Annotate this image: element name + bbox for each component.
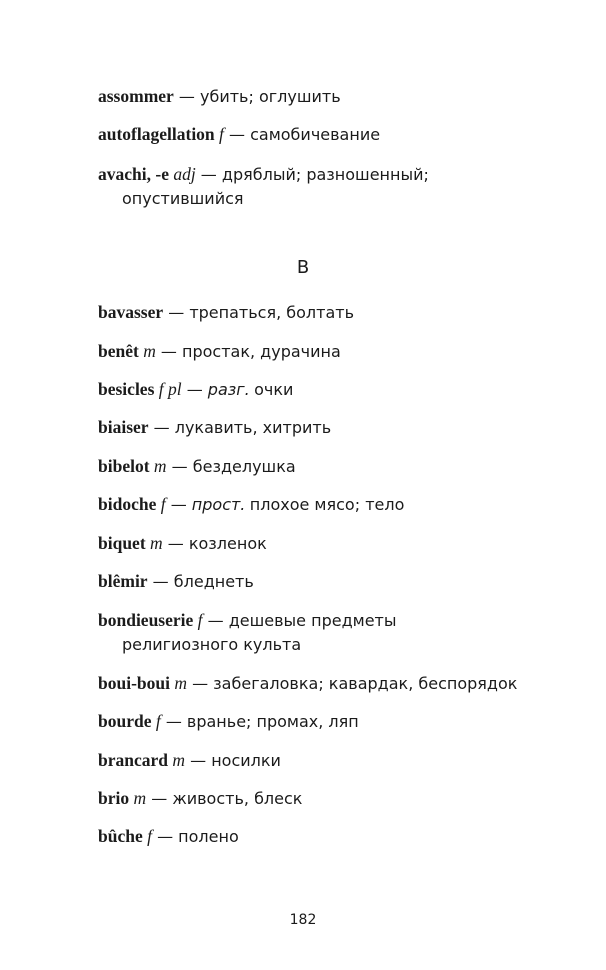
entry-gloss: бледнеть [173, 572, 254, 591]
entry-dash: — [195, 165, 222, 184]
entry-gloss: простак, дурачина [182, 342, 341, 361]
entry-line [98, 610, 397, 630]
entry-gloss: безделушка [192, 457, 296, 476]
dictionary-entry [98, 786, 568, 811]
entry-gloss: убить; оглушить [199, 87, 341, 106]
entry-line [98, 673, 517, 693]
entry-line [98, 341, 341, 361]
entry-dash: — [160, 712, 187, 731]
entry-dash: — [165, 495, 192, 514]
dictionary-entry [98, 454, 568, 479]
entry-dash: — [181, 380, 208, 399]
entry-line [98, 826, 239, 846]
entry-usage-label: разг. [207, 380, 250, 399]
entry-headword: bondieuserie [98, 610, 194, 630]
entry-grammar: f [147, 826, 152, 846]
dictionary-entry [98, 415, 568, 440]
entry-gloss: козленок [188, 534, 267, 553]
dictionary-entry [98, 84, 568, 109]
dictionary-entry [98, 300, 568, 325]
entry-usage-label: прост. [191, 495, 246, 514]
dictionary-entry [98, 569, 568, 594]
entry-dash: — [162, 534, 189, 553]
entry-dash: — [187, 674, 214, 693]
entry-line [98, 302, 354, 322]
entry-line [98, 456, 296, 476]
dictionary-entry [98, 748, 568, 773]
entry-dash: — [223, 125, 251, 144]
entry-grammar: f [197, 610, 203, 630]
entry-headword: bûche [98, 826, 143, 846]
dictionary-entry [98, 492, 568, 517]
entry-gloss: плохое мясо; тело [249, 495, 405, 514]
entry-dash: — [185, 751, 212, 770]
entry-gloss: носилки [211, 751, 281, 770]
entry-grammar: f pl [158, 379, 182, 399]
entry-grammar: f [219, 124, 224, 144]
dictionary-entry [98, 377, 568, 402]
entry-gloss: живость, блеск [172, 789, 303, 808]
entry-headword: bidoche [98, 494, 157, 514]
entry-line [98, 164, 429, 184]
entry-line [98, 533, 267, 553]
section-letter: B [296, 257, 310, 278]
entry-line [98, 86, 341, 106]
entry-line [98, 124, 380, 144]
entry-dash: — [173, 87, 200, 106]
entry-dash: — [166, 457, 193, 476]
entry-gloss: трепаться, болтать [189, 303, 354, 322]
entry-grammar: m [143, 341, 156, 361]
dictionary-entry [98, 824, 568, 849]
entry-headword: benêt [98, 341, 139, 361]
entry-line [98, 788, 302, 808]
entry-headword: biquet [98, 533, 146, 553]
entry-headword: blêmir [98, 571, 148, 591]
entry-headword: bourde [98, 711, 152, 731]
entry-grammar: m [172, 750, 186, 770]
entry-gloss: вранье; промах, ляп [186, 712, 359, 731]
entry-grammar: m [153, 456, 167, 476]
entry-line [98, 571, 254, 591]
entry-headword: assommer [98, 86, 174, 106]
entry-headword: bibelot [98, 456, 150, 476]
entry-headword: avachi, -e [98, 164, 169, 184]
entry-grammar: m [174, 673, 187, 693]
entry-gloss: самобичевание [250, 125, 381, 144]
entry-grammar: f [155, 711, 161, 731]
entry-grammar: m [133, 788, 147, 808]
entry-line [98, 494, 404, 514]
entry-gloss: забегаловка; кавардак, беспорядок [213, 674, 518, 693]
dictionary-entry [98, 339, 568, 364]
entry-dash: — [147, 572, 174, 591]
entry-headword: bavasser [98, 302, 164, 322]
entry-dash: — [155, 342, 183, 361]
entry-headword: biaiser [98, 417, 149, 437]
entry-dash: — [202, 611, 229, 630]
dictionary-entry [98, 162, 568, 211]
dictionary-entry [98, 608, 568, 657]
entry-gloss: дешевые предметы [228, 611, 397, 630]
dictionary-entry [98, 671, 568, 696]
entry-grammar: m [150, 533, 163, 553]
entry-line [98, 417, 331, 437]
entry-gloss: дряблый; разношенный; [221, 165, 429, 184]
dictionary-entry [98, 531, 568, 556]
entry-grammar: adj [173, 164, 196, 184]
entry-dash: — [163, 303, 190, 322]
page-number: 182 [289, 912, 317, 928]
entry-dash: — [146, 789, 173, 808]
entry-headword: autoflagellation [98, 124, 215, 144]
entry-headword: besicles [98, 379, 155, 399]
entry-gloss: лукавить, хитрить [174, 418, 332, 437]
entry-dash: — [148, 418, 175, 437]
entry-line [98, 711, 359, 731]
entry-line [98, 379, 293, 399]
dictionary-entry [98, 122, 568, 147]
entry-gloss: очки [254, 380, 294, 399]
entry-gloss-continuation: религиозного культа [122, 635, 302, 654]
dictionary-entry [98, 709, 568, 734]
entry-headword: brancard [98, 750, 168, 770]
entry-gloss: полено [178, 827, 239, 846]
entry-gloss-continuation: опустившийся [122, 189, 244, 208]
entry-line [98, 750, 281, 770]
entry-dash: — [151, 827, 179, 846]
entry-headword: boui-boui [98, 673, 170, 693]
entry-grammar: f [160, 494, 166, 514]
entry-headword: brio [98, 788, 130, 808]
